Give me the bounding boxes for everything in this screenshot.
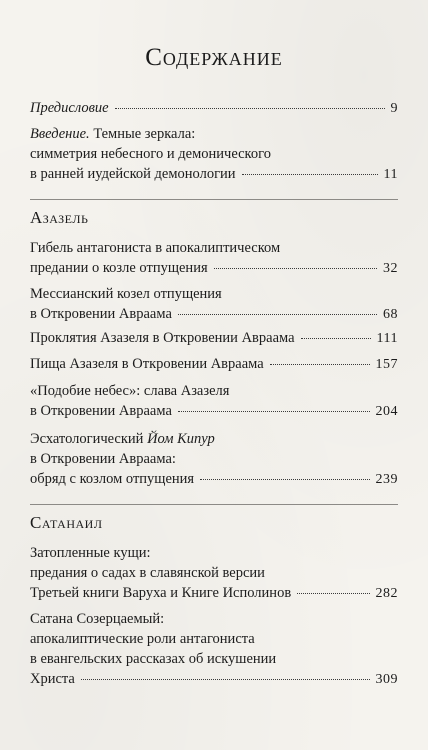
dot-leader — [81, 679, 370, 680]
entry-line: Затопленные кущи: — [30, 545, 151, 561]
entry-title-last: в ранней иудейской демонологии — [30, 166, 236, 182]
page-title: Содержание — [145, 44, 283, 71]
page-number: 239 — [375, 472, 398, 487]
dot-leader — [178, 411, 370, 412]
entry-title-last: предании о козле отпущения — [30, 260, 208, 276]
entry-title-last: Пища Азазеля в Откровении Авраама — [30, 356, 264, 372]
toc-entry — [30, 354, 398, 375]
dot-leader — [214, 268, 377, 269]
entry-title-last: в Откровении Авраама — [30, 403, 172, 419]
entry-line: в евангельских рассказах об искушении — [30, 651, 277, 667]
section-divider — [30, 504, 398, 505]
entry-line: Сатана Созерцаемый: — [30, 611, 165, 627]
toc-entry — [30, 543, 398, 604]
toc-entry — [30, 381, 398, 422]
entry-title-last: Третьей книги Варуха и Книге Исполинов — [30, 585, 292, 601]
dot-leader — [115, 108, 385, 109]
entry-title: Предисловие — [30, 100, 109, 116]
entry-title-last: в Откровении Авраама — [30, 306, 172, 322]
entry-title-last: обряд с козлом отпущения — [30, 471, 195, 487]
entry-line: Гибель антагониста в апокалиптическом — [30, 240, 281, 256]
dot-leader — [242, 174, 378, 175]
toc-entry — [30, 238, 398, 279]
entry-line: предания о садах в славянской версии — [30, 565, 265, 581]
entry-title-last: Проклятия Азазеля в Откровении Авраама — [30, 330, 295, 346]
toc-entry — [30, 429, 398, 490]
toc-entry — [30, 328, 398, 349]
entry-line: в Откровении Авраама: — [30, 451, 176, 467]
entry-title: Эсхатологический — [30, 431, 148, 447]
page-number: 68 — [383, 307, 398, 322]
entry-title: Темные зеркала: — [89, 126, 196, 142]
page-number: 282 — [375, 586, 398, 601]
page-number: 11 — [383, 167, 398, 182]
section-divider — [30, 199, 398, 200]
page-number: 309 — [375, 672, 398, 687]
toc-entry — [30, 609, 398, 690]
page-number: 9 — [390, 101, 398, 116]
section-heading: Азазель — [30, 208, 89, 227]
toc-entry — [30, 284, 398, 325]
entry-line: «Подобие небес»: слава Азазеля — [30, 383, 230, 399]
page-number: 32 — [383, 261, 398, 276]
page-number: 204 — [375, 404, 398, 419]
dot-leader — [301, 338, 371, 339]
entry-line: симметрия небесного и демонического — [30, 146, 271, 162]
page-number: 111 — [376, 331, 398, 346]
entry-line: Мессианский козел отпущения — [30, 286, 222, 302]
toc-entry-preface — [30, 98, 398, 119]
entry-title-em: Йом Кипур — [147, 431, 215, 447]
toc-entry-introduction — [30, 124, 398, 185]
entry-title-em: Введение. — [30, 126, 90, 142]
page-number: 157 — [375, 357, 398, 372]
section-heading: Сатанаил — [30, 513, 103, 532]
dot-leader — [297, 593, 369, 594]
entry-line: апокалиптические роли антагониста — [30, 631, 255, 647]
dot-leader — [200, 479, 369, 480]
dot-leader — [270, 364, 370, 365]
entry-title-last: Христа — [30, 671, 75, 687]
dot-leader — [178, 314, 377, 315]
